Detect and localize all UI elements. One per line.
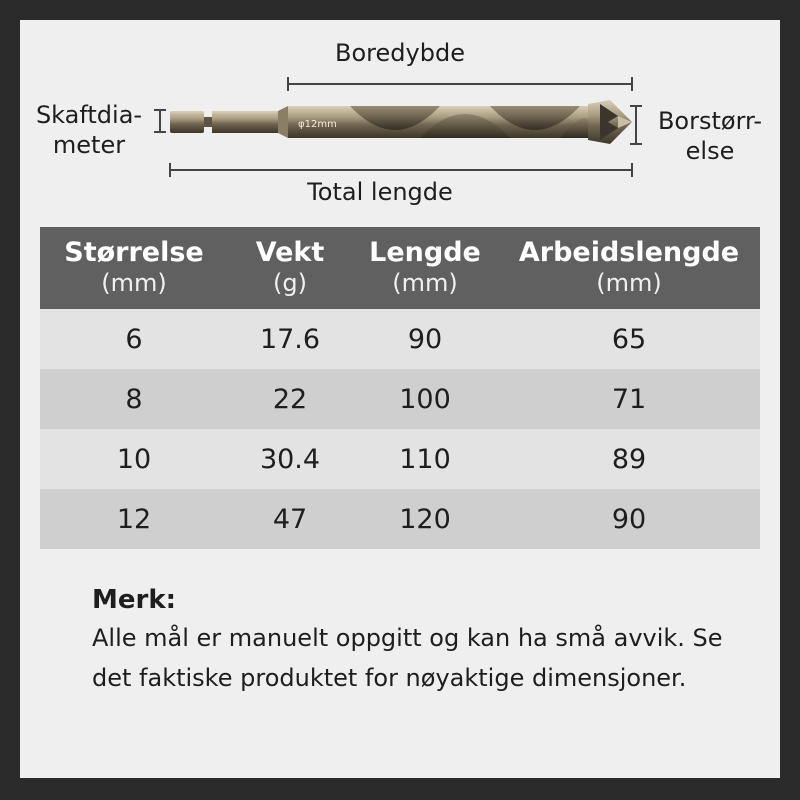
- header-weight-title: Vekt: [255, 237, 325, 268]
- cell-size: 8: [40, 369, 228, 429]
- header-weight-unit: (g): [273, 269, 307, 297]
- shank-diameter-label-line1: Skaftdia-: [35, 101, 143, 129]
- header-weight: [228, 227, 352, 309]
- hex-shank: [170, 106, 288, 138]
- header-length-unit: (mm): [392, 269, 458, 297]
- header-length-title: Lengde: [369, 237, 481, 268]
- bit-size-label: [650, 106, 770, 166]
- total-length-dimension-line: [170, 163, 632, 177]
- header-size: [40, 227, 228, 309]
- cell-working-length: 65: [498, 309, 760, 369]
- bit-size-label-line2: else: [685, 137, 735, 165]
- cell-length: 100: [352, 369, 498, 429]
- bit-size-marker: [630, 106, 642, 144]
- shank-diameter-marker: [154, 110, 166, 132]
- cross-tip: [588, 100, 632, 144]
- header-working-length: [498, 227, 760, 309]
- note-body: Alle mål er manuelt oppgitt og kan ha små avvik. Se det faktiske produktet for nøyaktige dimensjoner.: [92, 624, 723, 692]
- cell-weight: 47: [228, 489, 352, 549]
- cell-weight: 17.6: [228, 309, 352, 369]
- header-working-length-title: Arbeidslengde: [518, 237, 740, 268]
- header-length: [352, 227, 498, 309]
- bit-size-label-line1: Borstørr-: [657, 107, 763, 135]
- diameter-engraving: φ12mm: [298, 119, 337, 130]
- cell-size: 12: [40, 489, 228, 549]
- table-header-row: [40, 227, 760, 309]
- header-size-unit: (mm): [101, 269, 167, 297]
- cell-size: 10: [40, 429, 228, 489]
- cell-size: 6: [40, 309, 228, 369]
- spec-table: [40, 227, 760, 549]
- depth-dimension-line: [288, 77, 632, 91]
- shank-diameter-label: [34, 100, 144, 160]
- table-row: [40, 489, 760, 549]
- table-row: [40, 429, 760, 489]
- total-length-label: Total lengde: [307, 178, 453, 206]
- cell-working-length: 90: [498, 489, 760, 549]
- shank-diameter-label-line2: meter: [52, 131, 126, 159]
- cell-length: 120: [352, 489, 498, 549]
- note-title: Merk:: [92, 585, 177, 615]
- cell-length: 110: [352, 429, 498, 489]
- cell-weight: 30.4: [228, 429, 352, 489]
- note-section: [92, 582, 732, 698]
- header-size-title: Størrelse: [64, 237, 204, 268]
- drilling-depth-label: Boredybde: [335, 39, 465, 67]
- table-row: [40, 369, 760, 429]
- drill-bit-diagram: [20, 20, 780, 225]
- content-panel: [20, 20, 780, 778]
- cell-length: 90: [352, 309, 498, 369]
- cell-working-length: 89: [498, 429, 760, 489]
- cell-working-length: 71: [498, 369, 760, 429]
- cell-weight: 22: [228, 369, 352, 429]
- header-working-length-unit: (mm): [596, 269, 662, 297]
- table-row: [40, 309, 760, 369]
